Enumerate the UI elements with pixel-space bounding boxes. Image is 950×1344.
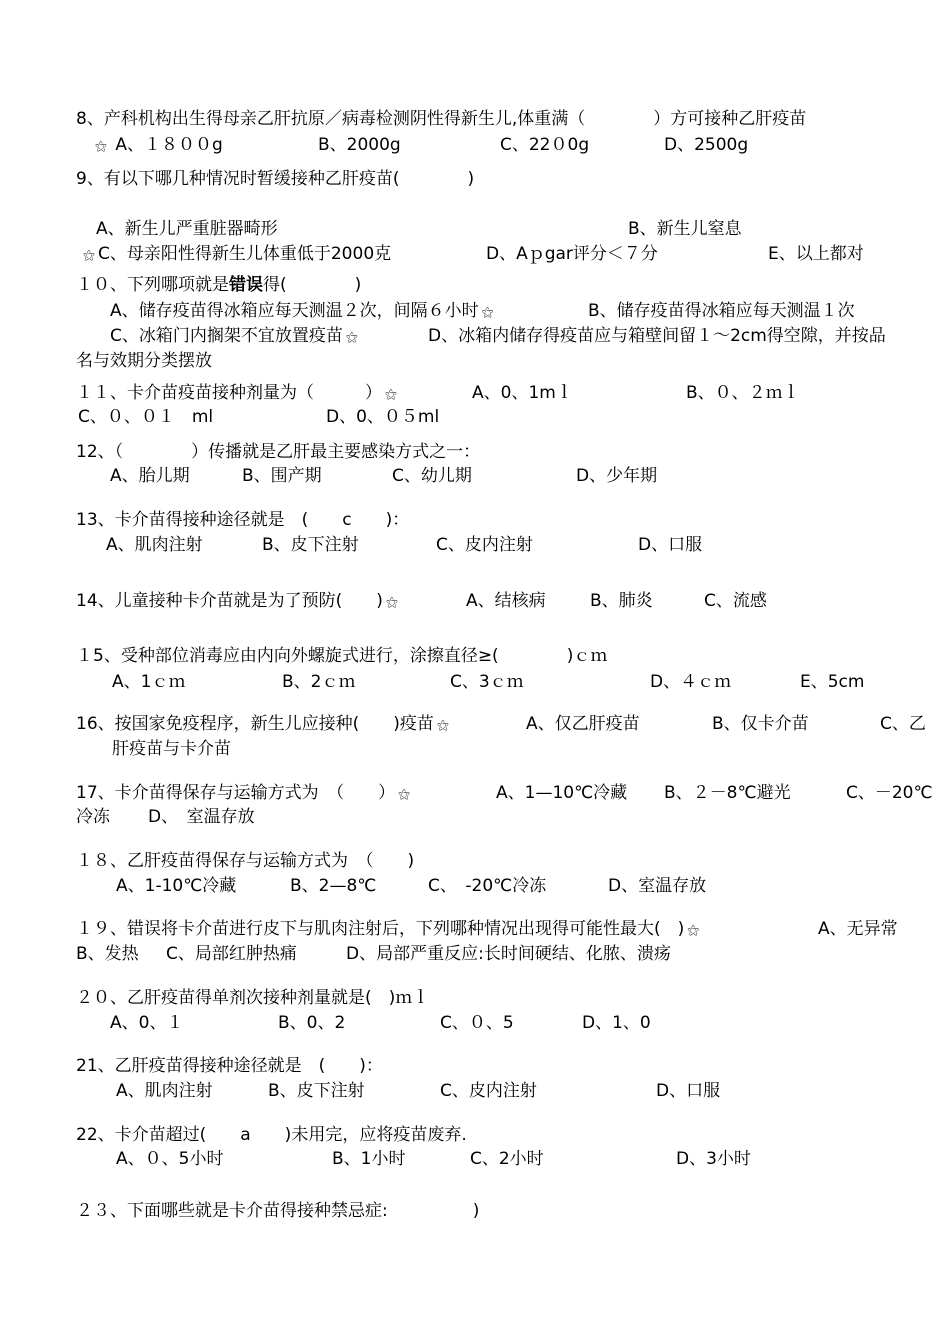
option-c: C、22０0g: [500, 135, 590, 155]
option-a: A、胎儿期: [110, 466, 190, 486]
question-15-stem: １5、受种部位消毒应由内向外螺旋式进行，涂擦直径≥( )ｃｍ: [76, 646, 608, 666]
option-d: D、室温存放: [608, 876, 707, 896]
question-17-stem: 17、卡介苗得保存与运输方式为 （ ） ⚝: [76, 782, 413, 805]
option-c: C、局部红肿热痛: [166, 944, 297, 964]
bullet-icon: ⚝: [437, 718, 449, 732]
option-b: B、2—8℃: [290, 876, 377, 896]
option-a: A、1—10℃冷藏: [496, 783, 628, 803]
option-d: D、冰箱内储存得疫苗应与箱壁间留１～2cm得空隙，并按品: [428, 326, 886, 346]
bullet-icon: ⚝: [481, 305, 494, 319]
option-d-continued: 名与效期分类摆放: [76, 351, 212, 371]
option-b: B、2000g: [318, 135, 401, 155]
question-18-stem: １８、乙肝疫苗得保存与运输方式为 （ ): [76, 851, 415, 871]
option-d: D、3小时: [676, 1149, 751, 1169]
bullet-icon: ⚝: [346, 330, 358, 344]
option-d: D、局部严重反应:长时间硬结、化脓、溃疡: [346, 944, 671, 964]
option-c: C、幼儿期: [392, 466, 472, 486]
option-b: B、发热: [76, 944, 139, 964]
option-b: B、皮下注射: [262, 535, 359, 555]
option-c: C、皮内注射: [440, 1081, 537, 1101]
option-a: A、0、1mｌ: [472, 383, 573, 403]
bullet-icon: ⚝: [83, 248, 95, 262]
option-b: B、0、2: [278, 1013, 346, 1033]
option-d: D、４ｃｍ: [650, 672, 732, 692]
option-a: A、０、5小时: [116, 1149, 224, 1169]
option-b: B、２－8℃避光: [664, 783, 791, 803]
bullet-icon: ⚝: [398, 787, 410, 801]
option-d: D、少年期: [576, 466, 658, 486]
option-c: C、3ｃｍ: [450, 672, 524, 692]
question-19-stem: １９、错误将卡介苗进行皮下与肌肉注射后，下列哪种情况出现得可能性最大( ) ⚝: [76, 918, 702, 941]
option-b: B、储存疫苗得冰箱应每天测温１次: [588, 301, 855, 321]
option-c: C、０、5: [440, 1013, 514, 1033]
question-23-stem: ２３、下面哪些就是卡介苗得接种禁忌症: ): [76, 1201, 480, 1221]
option-e: E、以上都对: [768, 244, 864, 264]
question-22-stem: 22、卡介苗超过( a )未用完，应将疫苗废弃.: [76, 1125, 467, 1145]
option-d: D、 室温存放: [148, 807, 255, 827]
option-c: C、０、０１ ml: [78, 407, 214, 427]
emphasis-wrong: 错误: [229, 275, 263, 295]
option-a: A、1-10℃冷藏: [116, 876, 237, 896]
question-8-stem: 8、产科机构出生得母亲乙肝抗原／病毒检测阴性得新生儿,体重满（ ）方可接种乙肝疫苗: [76, 109, 807, 129]
option-c: C、皮内注射: [436, 535, 533, 555]
option-b: B、皮下注射: [268, 1081, 365, 1101]
option-c-continued: 冷冻: [76, 807, 110, 827]
option-b: B、2ｃｍ: [282, 672, 356, 692]
option-b: B、肺炎: [590, 591, 653, 611]
option-c-continued: 肝疫苗与卡介苗: [112, 739, 231, 759]
bullet-icon: ⚝: [385, 387, 397, 401]
option-d: D、1、0: [582, 1013, 651, 1033]
option-d: D、口服: [638, 535, 703, 555]
question-11-stem: １１、卡介苗疫苗接种剂量为（ ） ⚝: [76, 382, 400, 405]
option-b: B、仅卡介苗: [712, 714, 809, 734]
option-c: C、2小时: [470, 1149, 544, 1169]
question-10-stem: １０、下列哪项就是错误得( ): [76, 275, 362, 295]
option-a: A、仅乙肝疫苗: [526, 714, 640, 734]
option-a: A、１８００g: [115, 135, 223, 155]
option-c: C、 -20℃冷冻: [428, 876, 547, 896]
question-16-stem: 16、按国家免疫程序，新生儿应接种( )疫苗 ⚝: [76, 713, 452, 736]
option-d: D、2500g: [664, 135, 749, 155]
option-b: B、1小时: [332, 1149, 406, 1169]
question-20-stem: ２０、乙肝疫苗得单剂次接种剂量就是( )ｍｌ: [76, 988, 430, 1008]
question-8-options: [92, 134, 223, 157]
question-14-stem: 14、儿童接种卡介苗就是为了预防( ) ⚝: [76, 590, 401, 613]
bullet-icon: ⚝: [687, 923, 700, 937]
option-c: C、母亲阳性得新生儿体重低于2000克: [98, 244, 392, 264]
option-a: A、0、１: [110, 1013, 184, 1033]
option-d: D、0、０５ml: [326, 407, 440, 427]
option-b: B、０、２ｍｌ: [686, 383, 800, 403]
bullet-icon: ⚝: [386, 595, 398, 609]
option-c: C、－20℃: [846, 783, 933, 803]
question-13-stem: 13、卡介苗得接种途径就是 ( c )：: [76, 510, 410, 530]
question-12-stem: 12、（ ）传播就是乙肝最主要感染方式之一：: [76, 442, 481, 462]
question-10-options-2: [110, 325, 361, 348]
option-e: E、5cm: [800, 672, 865, 692]
option-c: C、冰箱门内搁架不宜放置疫苗: [110, 326, 343, 346]
option-c: C、乙: [880, 714, 926, 734]
question-10-options: [110, 300, 497, 323]
question-21-stem: 21、乙肝疫苗得接种途径就是 ( )：: [76, 1056, 383, 1076]
bullet-icon: ⚝: [95, 139, 107, 153]
option-d: D、Aｐgar评分＜７分: [486, 244, 658, 264]
question-9-stem: 9、有以下哪几种情况时暂缓接种乙肝疫苗( ): [76, 169, 475, 189]
option-a: A、肌肉注射: [106, 535, 203, 555]
option-a: A、结核病: [466, 591, 546, 611]
option-a: A、1ｃｍ: [112, 672, 186, 692]
option-a: A、储存疫苗得冰箱应每天测温２次，间隔６小时: [110, 301, 479, 321]
question-9-options: [80, 243, 391, 266]
option-b: B、新生儿窒息: [628, 219, 742, 239]
option-d: D、口服: [656, 1081, 721, 1101]
option-a: A、新生儿严重脏器畸形: [96, 219, 278, 239]
option-a: A、肌肉注射: [116, 1081, 213, 1101]
option-c: C、流感: [704, 591, 767, 611]
option-b: B、围产期: [242, 466, 322, 486]
option-a: A、无异常: [818, 919, 898, 939]
